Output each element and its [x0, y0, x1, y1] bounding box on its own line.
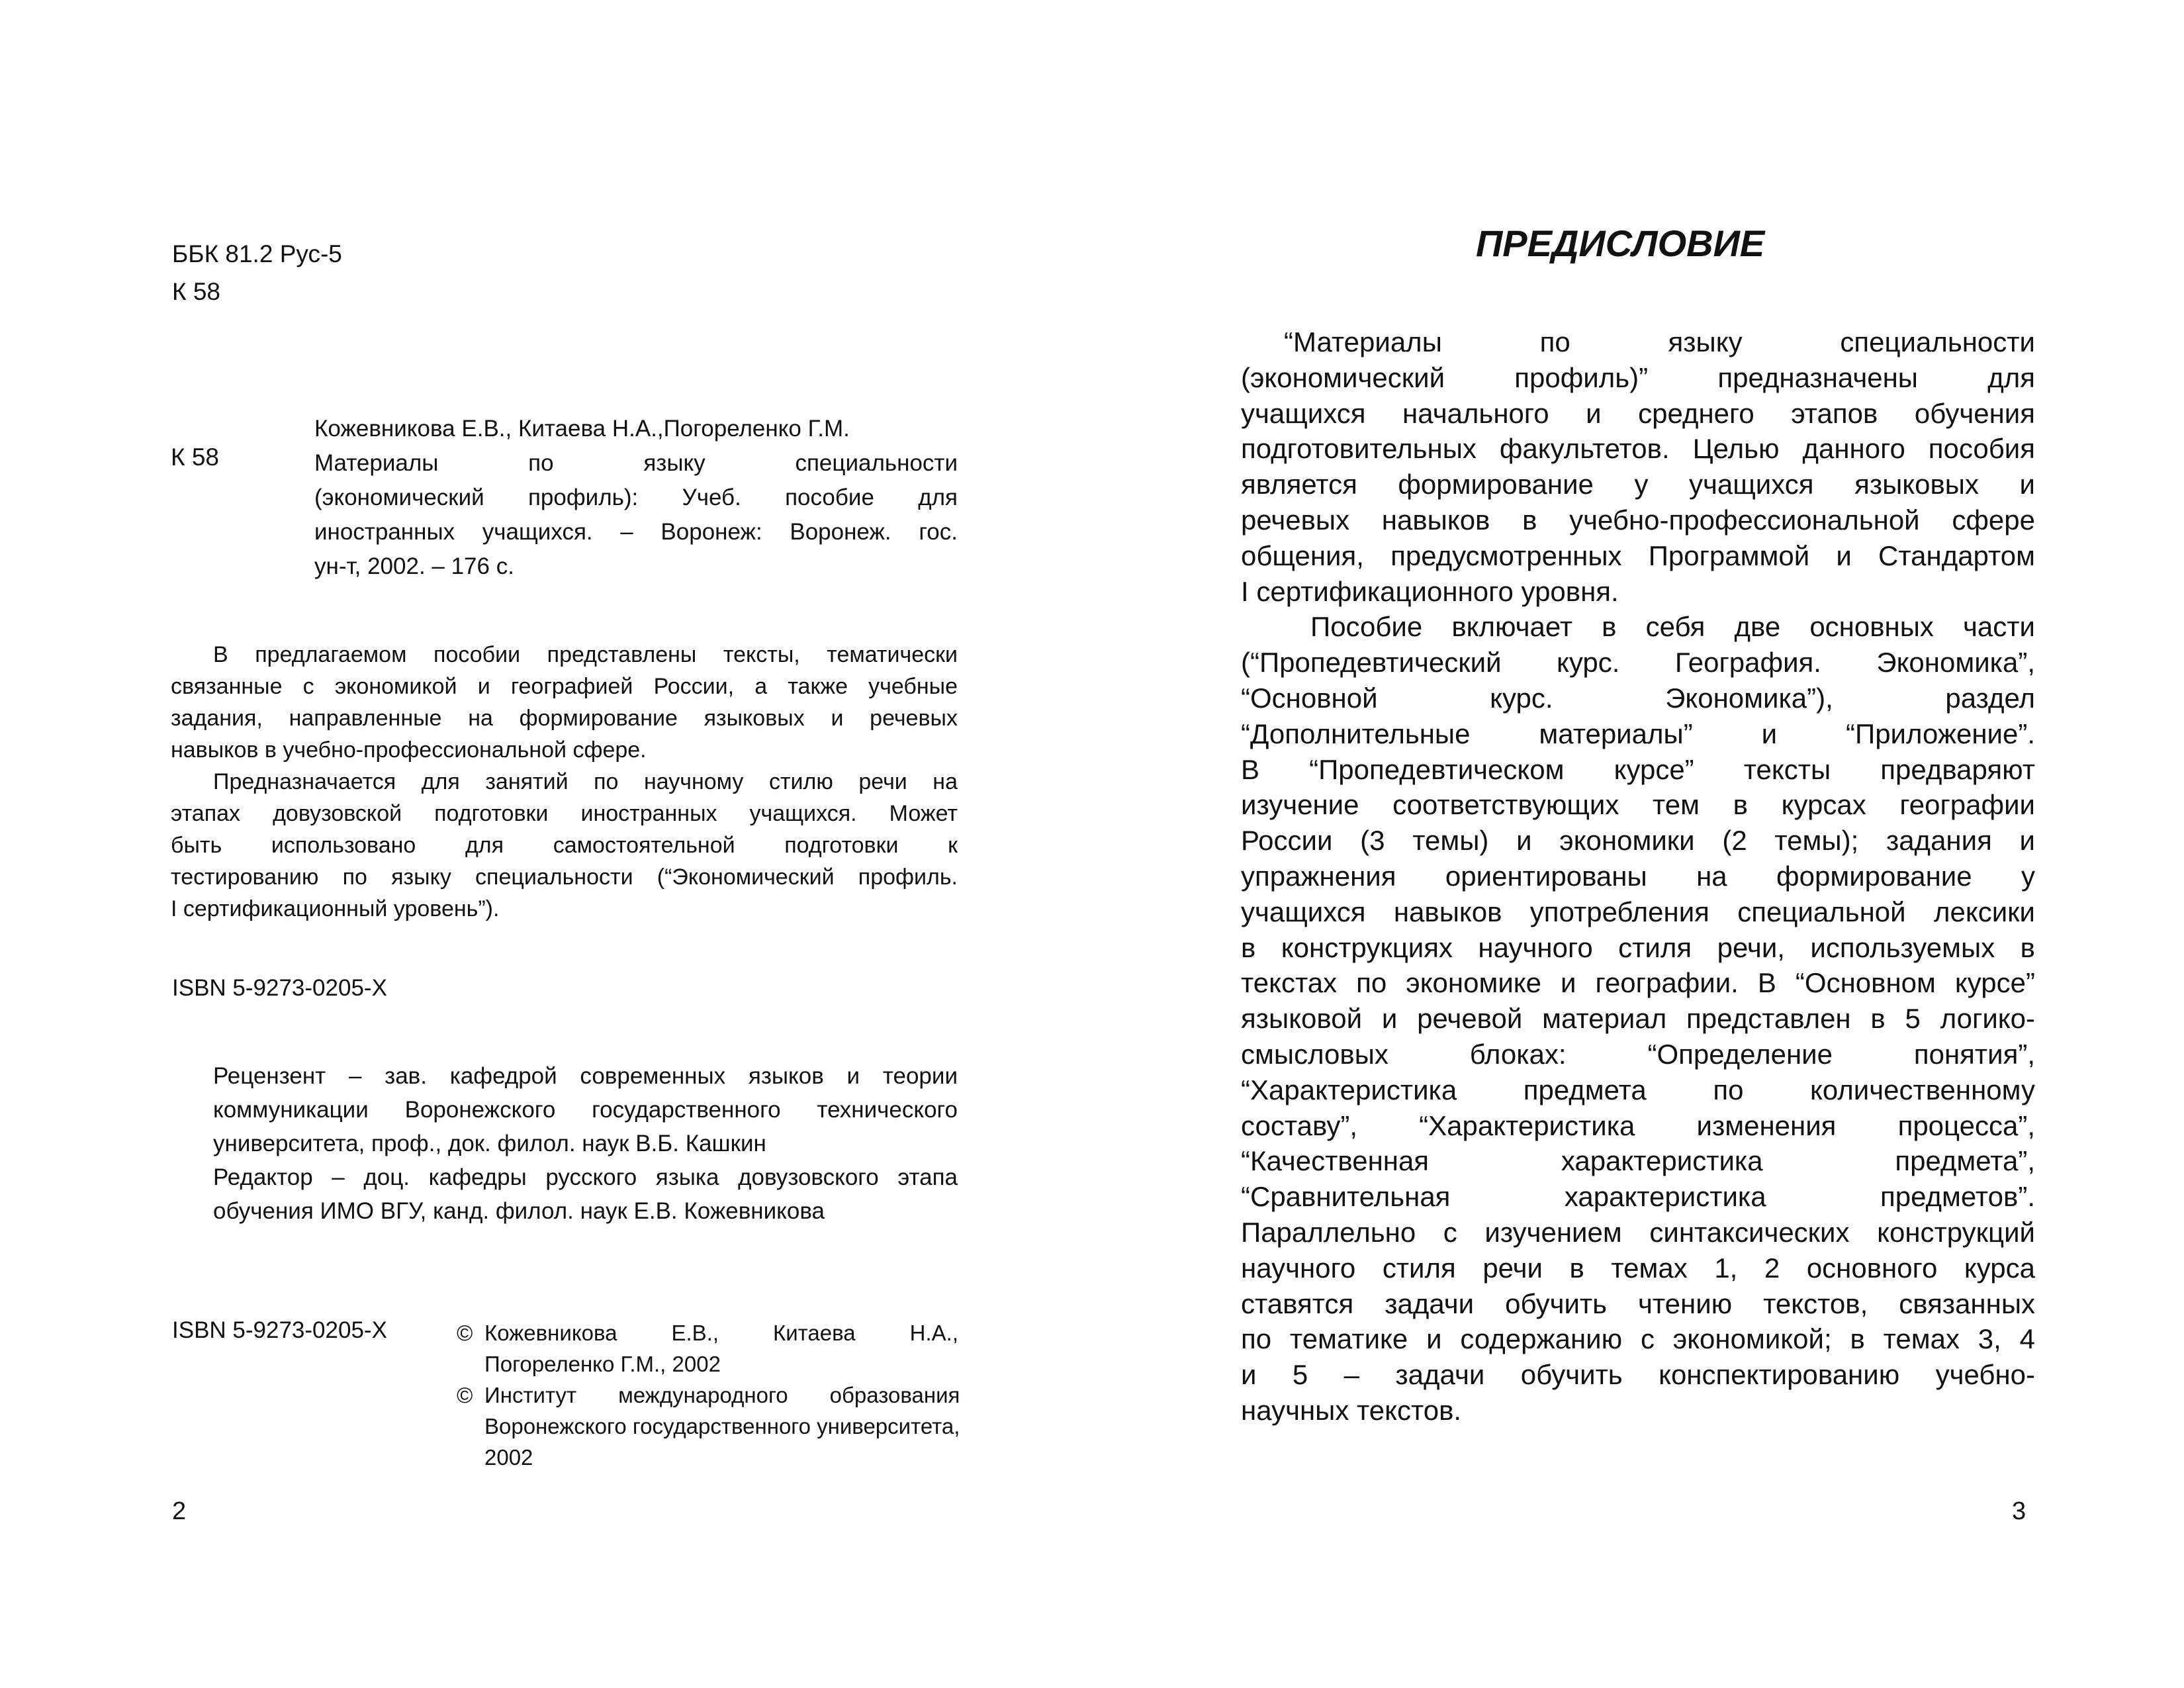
preface-line: текстах по экономике и географии. В “Основном курсе”: [1241, 967, 2035, 999]
preface-line: общения, предусмотренных Программой и Стандартом: [1241, 539, 2035, 571]
preface-line: “Основной курс. Экономика”), раздел: [1241, 682, 2035, 714]
page-number-right: 3: [2012, 1497, 2026, 1525]
bbk-code: ББК 81.2 Рус-5: [172, 240, 342, 267]
bibliography-line: Кожевникова Е.В., Китаева Н.А.,Погореленко Г.М.: [314, 416, 850, 442]
annotation-line: задания, направленные на формирование языковых и речевых: [171, 706, 958, 731]
right-page: [1092, 0, 2184, 1688]
preface-line: научных текстов.: [1241, 1394, 1462, 1426]
copyright-authors: [457, 1317, 958, 1380]
preface-line: I сертификационного уровня.: [1241, 575, 1619, 607]
preface-line: В “Пропедевтическом курсе” тексты предваряют: [1241, 753, 2035, 785]
bbk-classification: [172, 235, 342, 310]
annotation-line: I сертификационный уровень”).: [171, 896, 500, 921]
preface-line: смысловых блоках: “Определение понятия”,: [1241, 1038, 2035, 1070]
preface-line: речевых навыков в учебно-профессиональной сфере: [1241, 504, 2035, 536]
preface-line: “Материалы по языку специальности: [1284, 326, 2035, 357]
bibliographic-entry: [314, 412, 958, 584]
annotation-line: Предназначается для занятий по научному стилю речи на: [213, 769, 958, 794]
annotation-line: связанные с экономикой и географией России, а также учебные: [171, 674, 958, 699]
preface-line: подготовительных факультетов. Целью данного пособия: [1241, 433, 2035, 465]
preface-line: Параллельно с изучением синтаксических конструкций: [1241, 1216, 2035, 1248]
preface-line: языковой и речевой материал представлен в 5 логико-: [1241, 1003, 2035, 1035]
preface-line: (экономический профиль)” предназначены для: [1241, 361, 2035, 393]
preface-line: в конструкциях научного стиля речи, используемых в: [1241, 931, 2035, 963]
preface-line: (“Пропедевтический курс. География. Экономика”,: [1241, 647, 2035, 679]
preface-body: [1241, 324, 2035, 1429]
bibliography-line: Материалы по языку специальности: [314, 450, 958, 476]
preface-line: ставятся задачи обучить чтению текстов, связанных: [1241, 1288, 2035, 1319]
reviewer-line: Редактор – доц. кафедры русского языка довузовского этапа: [213, 1164, 958, 1190]
preface-line: “Сравнительная характеристика предметов”.: [1241, 1181, 2035, 1213]
copyright-line: Кожевникова Е.В., Китаева Н.А.,: [484, 1321, 958, 1345]
annotation-line: навыков в учебно-профессиональной сфере.: [171, 737, 647, 763]
preface-line: изучение соответствующих тем в курсах географии: [1241, 789, 2035, 821]
copyright-line: Воронежского государственного университета,: [484, 1414, 960, 1438]
preface-line: “Качественная характеристика предмета”,: [1241, 1145, 2035, 1177]
copyright-line: 2002: [484, 1445, 533, 1470]
isbn-top: ISBN 5-9273-0205-X: [172, 975, 387, 1001]
bibliography-line: иностранных учащихся. – Воронеж: Воронеж. гос.: [314, 519, 958, 545]
copyright-block: [457, 1317, 958, 1473]
annotation-line: В предлагаемом пособии представлены тексты, тематически: [213, 642, 958, 667]
reviewer-line: университета, проф., док. филол. наук В.Б. Кашкин: [213, 1131, 766, 1156]
annotation-line: тестированию по языку специальности (“Экономический профиль.: [171, 865, 958, 890]
annotation-line: быть использовано для самостоятельной подготовки к: [171, 833, 958, 858]
reviewer-line: Рецензент – зав. кафедрой современных языков и теории: [213, 1063, 958, 1089]
preface-line: “Дополнительные материалы” и “Приложение”.: [1241, 718, 2035, 749]
reviewer-line: обучения ИМО ВГУ, канд. филол. наук Е.В. Кожевникова: [213, 1198, 825, 1224]
preface-line: “Характеристика предмета по количественному: [1241, 1074, 2035, 1105]
preface-line: научного стиля речи в темах 1, 2 основного курса: [1241, 1252, 2035, 1284]
isbn-bottom: ISBN 5-9273-0205-X: [172, 1317, 387, 1343]
preface-line: является формирование у учащихся языковых и: [1241, 469, 2035, 500]
preface-line: составу”, “Характеристика изменения процесса”,: [1241, 1109, 2035, 1141]
annotation-line: этапах довузовской подготовки иностранных учащихся. Может: [171, 801, 958, 826]
call-code: К 58: [172, 278, 220, 305]
preface-line: и 5 – задачи обучить конспектированию учебно-: [1241, 1359, 2035, 1391]
page-title: ПРЕДИСЛОВИЕ: [1476, 222, 1765, 264]
page-number-left: 2: [172, 1497, 187, 1525]
annotation: [171, 639, 958, 925]
entry-code: К 58: [171, 444, 219, 471]
preface-line: России (3 темы) и экономики (2 темы); задания и: [1241, 825, 2035, 857]
preface-line: Пособие включает в себя две основных части: [1310, 611, 2035, 643]
copyright-symbol: ©: [457, 1383, 473, 1407]
reviewers-block: [213, 1059, 958, 1228]
bibliography-line: ун-т, 2002. – 176 с.: [314, 553, 514, 579]
preface-line: учащихся навыков употребления специальной лексики: [1241, 896, 2035, 927]
preface-line: по тематике и содержанию с экономикой; в темах 3, 4: [1241, 1323, 2035, 1355]
reviewer-line: коммуникации Воронежского государственного технического: [213, 1097, 958, 1123]
preface-line: учащихся начального и среднего этапов обучения: [1241, 397, 2035, 429]
preface-line: упражнения ориентированы на формирование у: [1241, 860, 2035, 892]
bibliography-line: (экономический профиль): Учеб. пособие для: [314, 485, 958, 510]
copyright-symbol: ©: [457, 1321, 473, 1345]
copyright-line: Погореленко Г.М., 2002: [484, 1352, 721, 1376]
copyright-line: Институт международного образования: [484, 1383, 960, 1407]
copyright-institute: [457, 1380, 958, 1473]
